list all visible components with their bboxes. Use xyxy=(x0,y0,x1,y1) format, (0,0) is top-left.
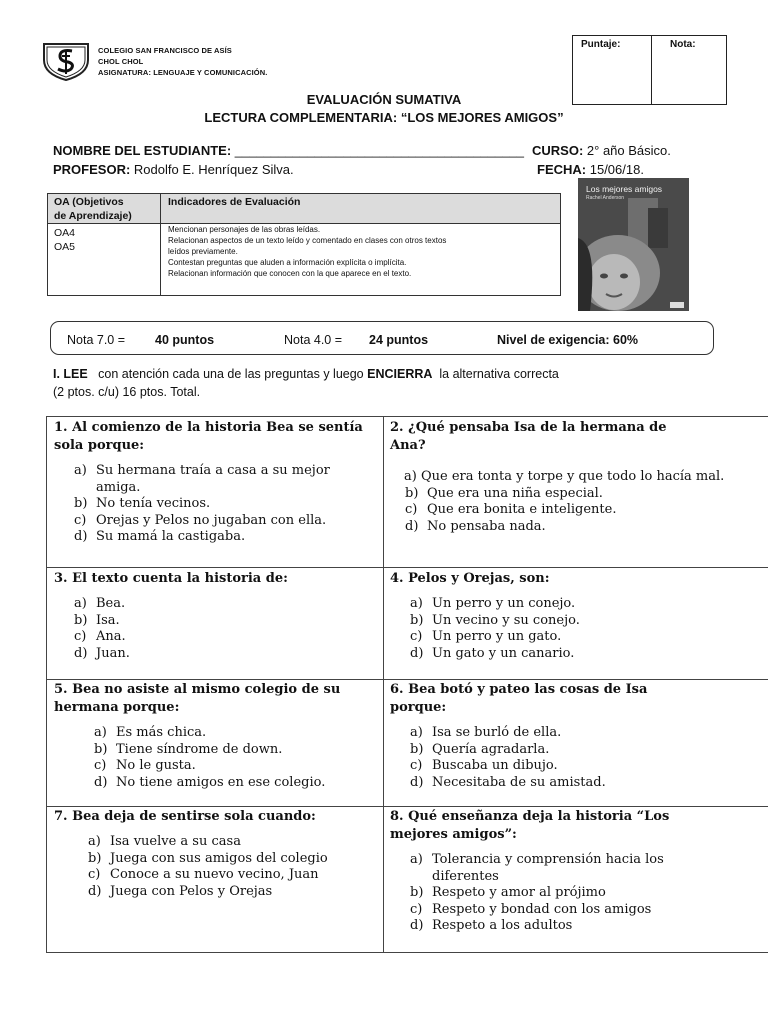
question-text: 7. Bea deja de sentirse sola cuando: xyxy=(54,809,316,824)
student-name-field[interactable]: ________________________________________ xyxy=(234,143,524,158)
teacher-label: PROFESOR: xyxy=(53,162,131,177)
option-b[interactable]: b) Que era una niña especial. xyxy=(405,485,603,501)
questions-grid xyxy=(46,416,768,953)
date-value: 15/06/18. xyxy=(589,162,644,177)
option-b[interactable]: b) No tenía vecinos. xyxy=(74,496,211,511)
oa-header-line1: OA (Objetivos xyxy=(54,196,124,208)
indicator-item: Contestan preguntas que aluden a información explícita o implícita. xyxy=(168,258,407,267)
option-a[interactable]: a) Un perro y un conejo. xyxy=(410,596,576,611)
option-a[interactable]: a) Es más chica. xyxy=(94,725,207,740)
option-c[interactable]: c) Buscaba un dibujo. xyxy=(410,758,558,773)
school-name: COLEGIO SAN FRANCISCO DE ASÍS xyxy=(98,46,232,55)
page-subtitle: LECTURA COMPLEMENTARIA: “LOS MEJORES AMIGOS” xyxy=(204,110,564,125)
nota-cell[interactable]: Nota: xyxy=(670,39,696,50)
question-1 xyxy=(54,419,376,546)
question-text: 5. Bea no asiste al mismo colegio de su hermana porque: xyxy=(54,682,341,715)
question-5 xyxy=(54,681,376,791)
question-text: 2. ¿Qué pensaba Isa de la hermana de Ana? xyxy=(390,420,667,453)
course-row xyxy=(532,143,671,158)
instruction-line xyxy=(53,367,559,381)
book-cover-author: Rachel Anderson xyxy=(586,195,625,201)
option-d[interactable]: d) Respeto a los adultos xyxy=(410,918,573,933)
option-a[interactable]: a) Isa se burló de ella. xyxy=(410,725,562,740)
option-d[interactable]: d) Su mamá la castigaba. xyxy=(74,529,246,544)
student-name-label: NOMBRE DEL ESTUDIANTE: xyxy=(53,143,232,158)
option-c[interactable]: c) Respeto y bondad con los amigos xyxy=(410,901,652,917)
question-2 xyxy=(390,419,735,535)
indicators-header: Indicadores de Evaluación xyxy=(168,196,301,208)
option-d[interactable]: d) Juega con Pelos y Orejas xyxy=(88,883,273,899)
option-a[interactable]: a) Que era tonta y torpe y que todo lo hacía mal. xyxy=(404,469,725,484)
instruction-lee: I. LEE xyxy=(53,367,88,381)
question-text: 4. Pelos y Orejas, son: xyxy=(390,571,550,586)
option-b[interactable]: b) Isa. xyxy=(74,612,120,628)
question-7 xyxy=(54,808,376,900)
question-text: 6. Bea botó y pateo las cosas de Isa porque: xyxy=(390,682,648,715)
school-city: CHOL CHOL xyxy=(98,57,144,66)
question-4 xyxy=(390,570,735,662)
option-a[interactable]: a) Su hermana traía a casa a su mejor amiga. xyxy=(74,463,330,495)
option-b[interactable]: b) Quería agradarla. xyxy=(410,741,550,757)
options-list xyxy=(410,725,735,791)
instruction-text: con atención cada una de las preguntas y luego xyxy=(98,367,364,381)
student-name-row xyxy=(53,143,524,158)
instruction-encierra: ENCIERRA xyxy=(367,367,433,381)
exigencia-level: Nivel de exigencia: 60% xyxy=(497,333,639,347)
oa-code: OA5 xyxy=(54,241,76,253)
option-b[interactable]: b) Respeto y amor al prójimo xyxy=(410,885,606,900)
teacher-value: Rodolfo E. Henríquez Silva. xyxy=(133,162,294,177)
oa-code: OA4 xyxy=(54,227,76,239)
option-c[interactable]: c) Que era bonita e inteligente. xyxy=(405,502,617,517)
option-a[interactable]: a) Tolerancia y comprensión hacia los diferentes xyxy=(410,852,664,884)
options-list xyxy=(88,834,376,900)
teacher-row xyxy=(53,162,294,177)
option-a[interactable]: a) Isa vuelve a su casa xyxy=(88,834,241,849)
option-b[interactable]: b) Tiene síndrome de down. xyxy=(94,741,283,757)
question-text: 8. Qué enseñanza deja la historia “Los mejores amigos”: xyxy=(390,809,670,842)
indicator-item: Relacionan aspectos de un texto leído y comentado en clases con otros textos xyxy=(168,236,447,245)
options-list xyxy=(74,596,376,662)
question-text: 1. Al comienzo de la historia Bea se sentía sola porque: xyxy=(54,420,363,453)
option-b[interactable]: b) Juega con sus amigos del colegio xyxy=(88,850,328,866)
nota4-label: Nota 4.0 = xyxy=(284,333,343,347)
nota4-value: 24 puntos xyxy=(369,333,429,347)
options-list xyxy=(405,486,735,536)
date-row xyxy=(537,162,644,177)
grading-scale-bar xyxy=(50,321,714,355)
oa-header-line2: de Aprendizaje) xyxy=(54,210,132,222)
date-label: FECHA: xyxy=(537,162,587,177)
option-a[interactable]: a) Bea. xyxy=(74,596,126,611)
subject-line: ASIGNATURA: LENGUAJE Y COMUNICACIÓN. xyxy=(98,68,268,77)
option-c[interactable]: c) Conoce a su nuevo vecino, Juan xyxy=(88,867,319,882)
indicator-item: Mencionan personajes de las obras leídas. xyxy=(168,225,321,234)
option-d[interactable]: d) No tiene amigos en ese colegio. xyxy=(94,774,326,790)
book-cover-title: Los mejores amigos xyxy=(586,184,663,194)
option-b[interactable]: b) Un vecino y su conejo. xyxy=(410,612,580,628)
nota7-label: Nota 7.0 = xyxy=(67,333,126,347)
school-logo xyxy=(38,38,94,82)
book-cover-image xyxy=(578,178,689,311)
question-text: 3. El texto cuenta la historia de: xyxy=(54,571,288,586)
option-d[interactable]: d) Necesitaba de su amistad. xyxy=(410,774,606,790)
puntaje-cell[interactable]: Puntaje: xyxy=(573,36,652,104)
indicator-item: leídos previamente. xyxy=(168,247,238,256)
course-label: CURSO: xyxy=(532,143,584,158)
instruction-points: (2 ptos. c/u) 16 ptos. Total. xyxy=(53,385,201,399)
option-d[interactable]: d) Juan. xyxy=(74,645,130,661)
option-c[interactable]: c) Un perro y un gato. xyxy=(410,629,562,644)
indicator-item: Relacionan información que conocen con la que aparece en el texto. xyxy=(168,269,412,278)
options-list xyxy=(94,725,376,791)
options-list xyxy=(410,596,735,662)
option-c[interactable]: c) Orejas y Pelos no jugaban con ella. xyxy=(74,512,327,528)
options-list xyxy=(74,463,376,546)
option-c[interactable]: c) No le gusta. xyxy=(94,758,196,773)
question-3 xyxy=(54,570,376,662)
option-d[interactable]: d) Un gato y un canario. xyxy=(410,645,575,661)
course-value: 2° año Básico. xyxy=(586,143,671,158)
page-title: EVALUACIÓN SUMATIVA xyxy=(306,92,462,107)
options-list xyxy=(410,852,710,935)
option-c[interactable]: c) Ana. xyxy=(74,629,126,644)
option-d[interactable]: d) No pensaba nada. xyxy=(405,518,546,534)
nota7-value: 40 puntos xyxy=(155,333,215,347)
question-8 xyxy=(390,808,735,935)
question-6 xyxy=(390,681,735,791)
instruction-text: la alternativa correcta xyxy=(439,367,559,381)
oa-table xyxy=(47,193,561,296)
